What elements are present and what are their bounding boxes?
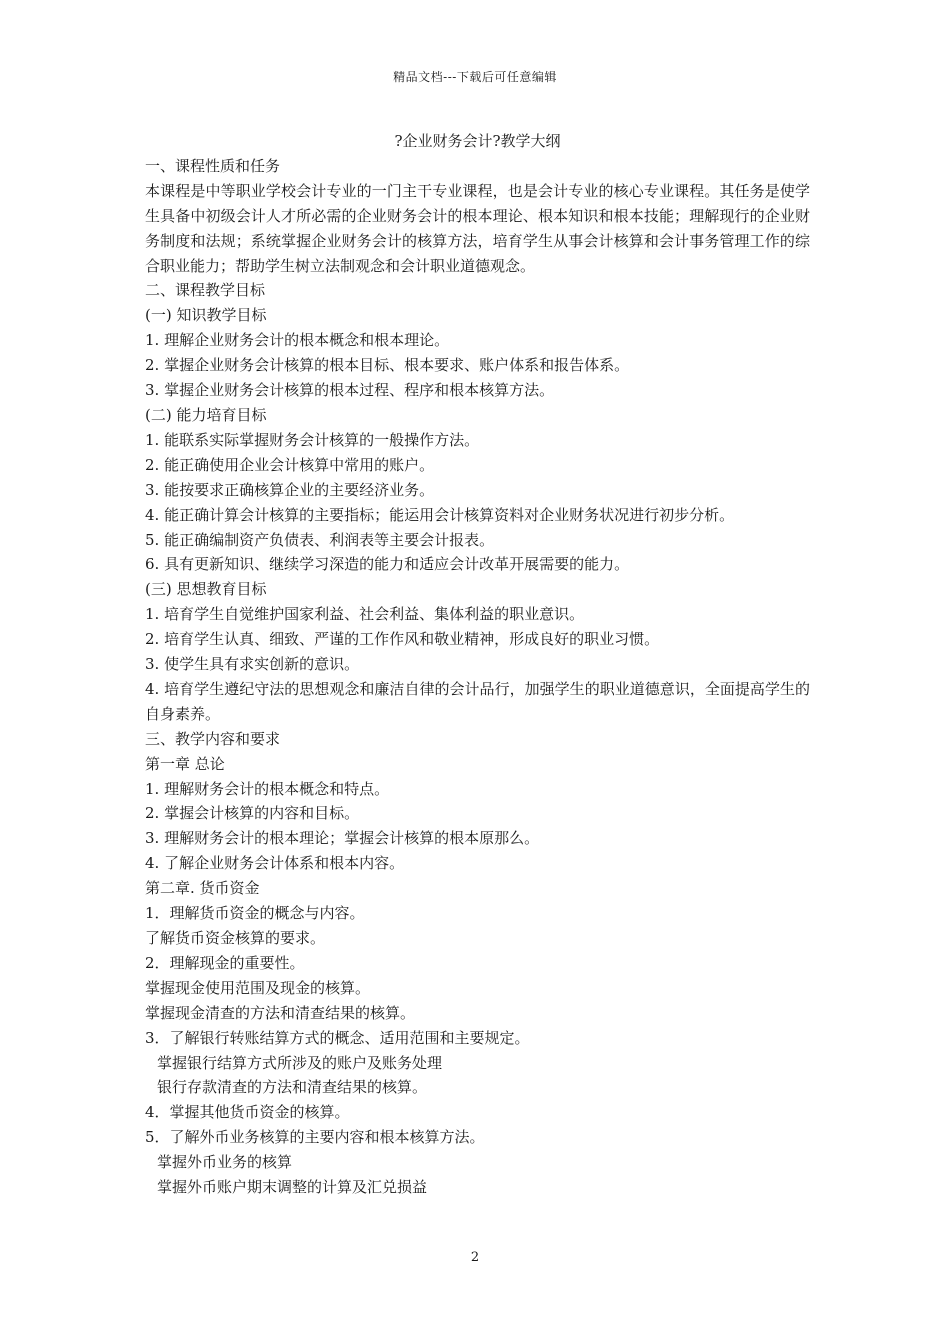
paragraph-line: 一、课程性质和任务 (145, 156, 281, 175)
paragraph-line: 4. 了解企业财务会计体系和根本内容。 (145, 854, 405, 873)
paragraph-line: 2．理解现金的重要性。 (145, 953, 305, 972)
paragraph-line: 掌握银行结算方式所涉及的账户及账务处理 (157, 1053, 443, 1072)
paragraph-line: 2. 掌握企业财务会计核算的根本目标、根本要求、账户体系和报告体系。 (145, 356, 630, 375)
paragraph-line: 二、课程教学目标 (145, 281, 266, 300)
paragraph-line: 掌握现金使用范围及现金的核算。 (145, 978, 371, 997)
paragraph-line: 5. 能正确编制资产负债表、利润表等主要会计报表。 (145, 530, 495, 549)
paragraph-line: 1. 理解企业财务会计的根本概念和根本理论。 (145, 331, 450, 350)
paragraph-line: 本课程是中等职业学校会计专业的一门主干专业课程，也是会计专业的核心专业课程。其任务是使学生具备中初级会计人才所必需的企业财务会计的根本理论、根本知识和根本技能；理解现行的企业财务制度和法规；系统掌握企业财务会计的核算方法，培育学生从事会计核算和会计事务管理工作的综合职业能力；帮助学生树立法制观念和会计职业道德观念。 (145, 181, 810, 275)
paragraph-line: 1. 理解财务会计的根本概念和特点。 (145, 779, 390, 798)
paragraph-line: 3. 使学生具有求实创新的意识。 (145, 655, 360, 674)
paragraph-line: 3．了解银行转账结算方式的概念、适用范围和主要规定。 (145, 1028, 530, 1047)
paragraph-line: 6. 具有更新知识、继续学习深造的能力和适应会计改革开展需要的能力。 (145, 555, 630, 574)
paragraph-line: 1. 培育学生自觉维护国家利益、社会利益、集体利益的职业意识。 (145, 605, 585, 624)
paragraph-line: (二) 能力培育目标 (145, 405, 267, 424)
page-number: 2 (470, 1250, 480, 1265)
paragraph-line: 1. 能联系实际掌握财务会计核算的一般操作方法。 (145, 430, 480, 449)
paragraph-line: 3. 理解财务会计的根本理论；掌握会计核算的根本原那么。 (145, 829, 540, 848)
paragraph-line: 2. 能正确使用企业会计核算中常用的账户。 (145, 455, 435, 474)
paragraph-line: 1．理解货币资金的概念与内容。 (145, 904, 365, 923)
page-header: 精品文档---下载后可任意编辑 (393, 70, 557, 84)
paragraph-line: 掌握外币账户期末调整的计算及汇兑损益 (157, 1178, 428, 1197)
paragraph-line: 4. 能正确计算会计核算的主要指标；能运用会计核算资料对企业财务状况进行初步分析。 (145, 505, 735, 524)
paragraph-line: (三) 思想教育目标 (145, 580, 267, 599)
paragraph-line: 2. 培育学生认真、细致、严谨的工作作风和敬业精神，形成良好的职业习惯。 (145, 630, 660, 649)
paragraph-line: 4．掌握其他货币资金的核算。 (145, 1103, 350, 1122)
paragraph-line: 三、教学内容和要求 (145, 729, 281, 748)
document-title: ?企业财务会计?教学大纲 (394, 132, 561, 150)
paragraph-list (145, 154, 810, 1200)
paragraph-line: 银行存款清查的方法和清查结果的核算。 (157, 1078, 428, 1097)
paragraph-line: 掌握外币业务的核算 (157, 1153, 293, 1172)
paragraph-line: 掌握现金清查的方法和清查结果的核算。 (145, 1003, 416, 1022)
paragraph-line: 5．了解外币业务核算的主要内容和根本核算方法。 (145, 1128, 485, 1147)
paragraph-line: 2. 掌握会计核算的内容和目标。 (145, 804, 360, 823)
paragraph-line: 4. 培育学生遵纪守法的思想观念和廉洁自律的会计品行，加强学生的职业道德意识，全面提高学生的自身素养。 (145, 679, 810, 723)
document-body (145, 129, 810, 1200)
paragraph-line: 了解货币资金核算的要求。 (145, 929, 326, 947)
paragraph-line: (一) 知识教学目标 (145, 306, 267, 325)
paragraph-line: 3. 能按要求正确核算企业的主要经济业务。 (145, 480, 435, 499)
paragraph-line: 3. 掌握企业财务会计核算的根本过程、程序和根本核算方法。 (145, 381, 555, 400)
paragraph-line: 第二章. 货币资金 (145, 879, 260, 898)
paragraph-line: 第一章 总论 (145, 754, 225, 773)
